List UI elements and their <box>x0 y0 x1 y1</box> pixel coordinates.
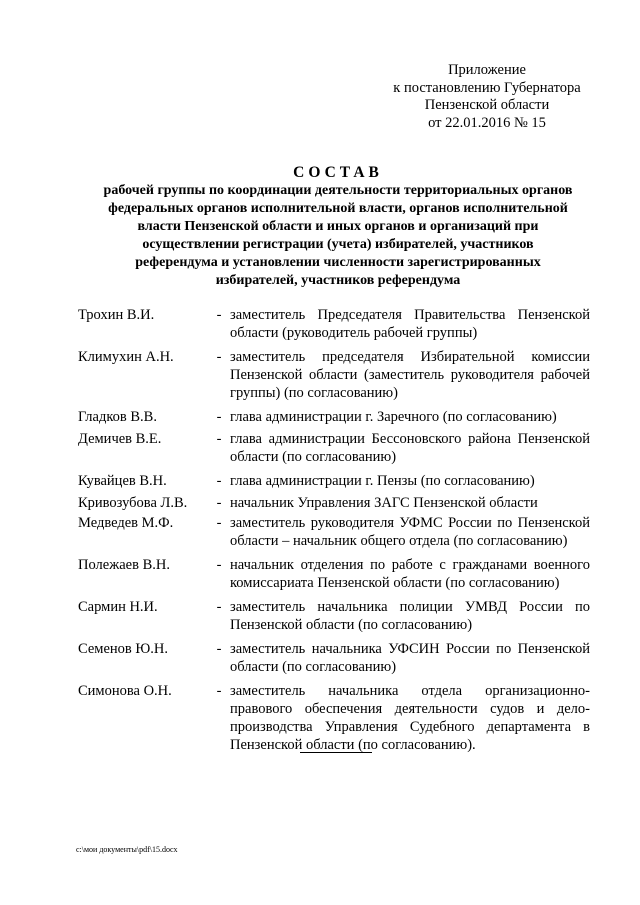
member-dash: - <box>216 641 222 657</box>
member-dash: - <box>216 495 222 511</box>
member-role-line: глава администрации г. Заречного (по согласованию) <box>230 409 557 425</box>
member-role-line: группы) (по согласованию) <box>230 385 398 401</box>
member-name: Медведев М.Ф. <box>78 515 174 531</box>
member-role-line: заместитель начальника УФСИН России по Пензенской <box>230 641 590 657</box>
member-role-line: заместитель начальника отдела организационно- <box>230 683 590 699</box>
document-subtitle <box>60 182 616 290</box>
appendix-line: от 22.01.2016 № 15 <box>428 114 546 131</box>
member-row <box>78 408 590 426</box>
member-row <box>78 494 590 512</box>
appendix-line: Приложение <box>448 62 526 78</box>
member-dash: - <box>216 557 222 573</box>
member-row <box>78 348 590 402</box>
appendix-block <box>376 62 598 132</box>
member-role <box>230 598 590 634</box>
members-list <box>78 306 590 754</box>
member-name: Трохин В.И. <box>78 307 155 323</box>
subtitle-line: избирателей, участников референдума <box>215 273 461 288</box>
member-name: Симонова О.Н. <box>78 683 172 699</box>
member-role-line: заместитель руководителя УФМС России по Пензенской <box>230 515 590 531</box>
member-row <box>78 472 590 490</box>
member-name: Кувайцев В.Н. <box>78 473 167 489</box>
member-dash: - <box>216 431 222 447</box>
member-dash: - <box>216 515 222 531</box>
member-name: Семенов Ю.Н. <box>78 641 169 657</box>
member-dash: - <box>216 599 222 615</box>
member-role-line: глава администрации Бессоновского района Пензенской <box>230 431 590 447</box>
member-name: Гладков В.В. <box>78 409 157 425</box>
member-dash: - <box>216 307 222 323</box>
member-role-line: области (руководитель рабочей группы) <box>230 325 478 341</box>
subtitle-line: осуществлении регистрации (учета) избирателей, участников <box>142 237 534 252</box>
appendix-line: к постановлению Губернатора <box>393 79 581 96</box>
member-row <box>78 640 590 676</box>
subtitle-line: федеральных органов исполнительной власти, органов исполнительной <box>108 201 568 216</box>
member-dash: - <box>216 409 222 425</box>
member-role-line: заместитель начальника полиции УМВД России по <box>230 599 590 615</box>
member-name: Демичев В.Е. <box>78 431 162 447</box>
member-dash: - <box>216 683 222 699</box>
member-row <box>78 514 590 550</box>
subtitle-line: рабочей группы по координации деятельности территориальных органов <box>103 183 573 198</box>
appendix-line: Пензенской области <box>424 97 550 113</box>
member-role <box>230 556 590 592</box>
member-dash: - <box>216 473 222 489</box>
subtitle-line: власти Пензенской области и иных органов и организаций при <box>137 219 539 234</box>
document-title: СОСТАВ <box>293 164 383 181</box>
member-name: Сармин Н.И. <box>78 599 158 615</box>
member-role <box>230 514 590 550</box>
member-role-line: Пензенской области (по согласованию) <box>230 617 473 633</box>
member-row <box>78 682 590 754</box>
member-row <box>78 598 590 634</box>
member-dash: - <box>216 349 222 365</box>
member-role-line: начальник отделения по работе с гражданами военного <box>230 557 590 573</box>
member-role <box>230 682 590 754</box>
file-path-footer: c:\мои документы\pdf\15.docx <box>76 845 178 854</box>
member-role-line: заместитель Председателя Правительства Пензенской <box>230 307 590 323</box>
closing-rule <box>300 752 372 753</box>
member-role-line: Пензенской области (по согласованию). <box>230 737 476 753</box>
member-role-line: области (по согласованию) <box>230 659 397 675</box>
member-name: Климухин А.Н. <box>78 349 174 365</box>
member-role-line: глава администрации г. Пензы (по согласованию) <box>230 473 535 489</box>
member-role <box>230 472 590 490</box>
member-role-line: начальник Управления ЗАГС Пензенской области <box>230 495 538 511</box>
subtitle-line: референдума и установлении численности зарегистрированных <box>135 255 541 270</box>
member-role <box>230 306 590 342</box>
member-role-line: области (по согласованию) <box>230 449 397 465</box>
member-role <box>230 430 590 466</box>
member-role <box>230 640 590 676</box>
member-role-line: правового обеспечения деятельности судов и дело- <box>230 701 590 717</box>
member-role-line: производства Управления Судебного департамента в <box>230 719 590 735</box>
member-role-line: комиссариата Пензенской области (по согласованию) <box>230 575 560 591</box>
member-role <box>230 408 590 426</box>
member-row <box>78 556 590 592</box>
member-role <box>230 494 590 512</box>
member-name: Кривозубова Л.В. <box>78 495 188 511</box>
member-name: Полежаев В.Н. <box>78 557 170 573</box>
member-role-line: Пензенской области (заместитель руководителя рабочей <box>230 367 590 383</box>
member-role-line: заместитель председателя Избирательной комиссии <box>230 349 590 365</box>
member-role-line: области – начальник общего отдела (по согласованию) <box>230 533 568 549</box>
member-row <box>78 430 590 466</box>
member-row <box>78 306 590 342</box>
member-role <box>230 348 590 402</box>
